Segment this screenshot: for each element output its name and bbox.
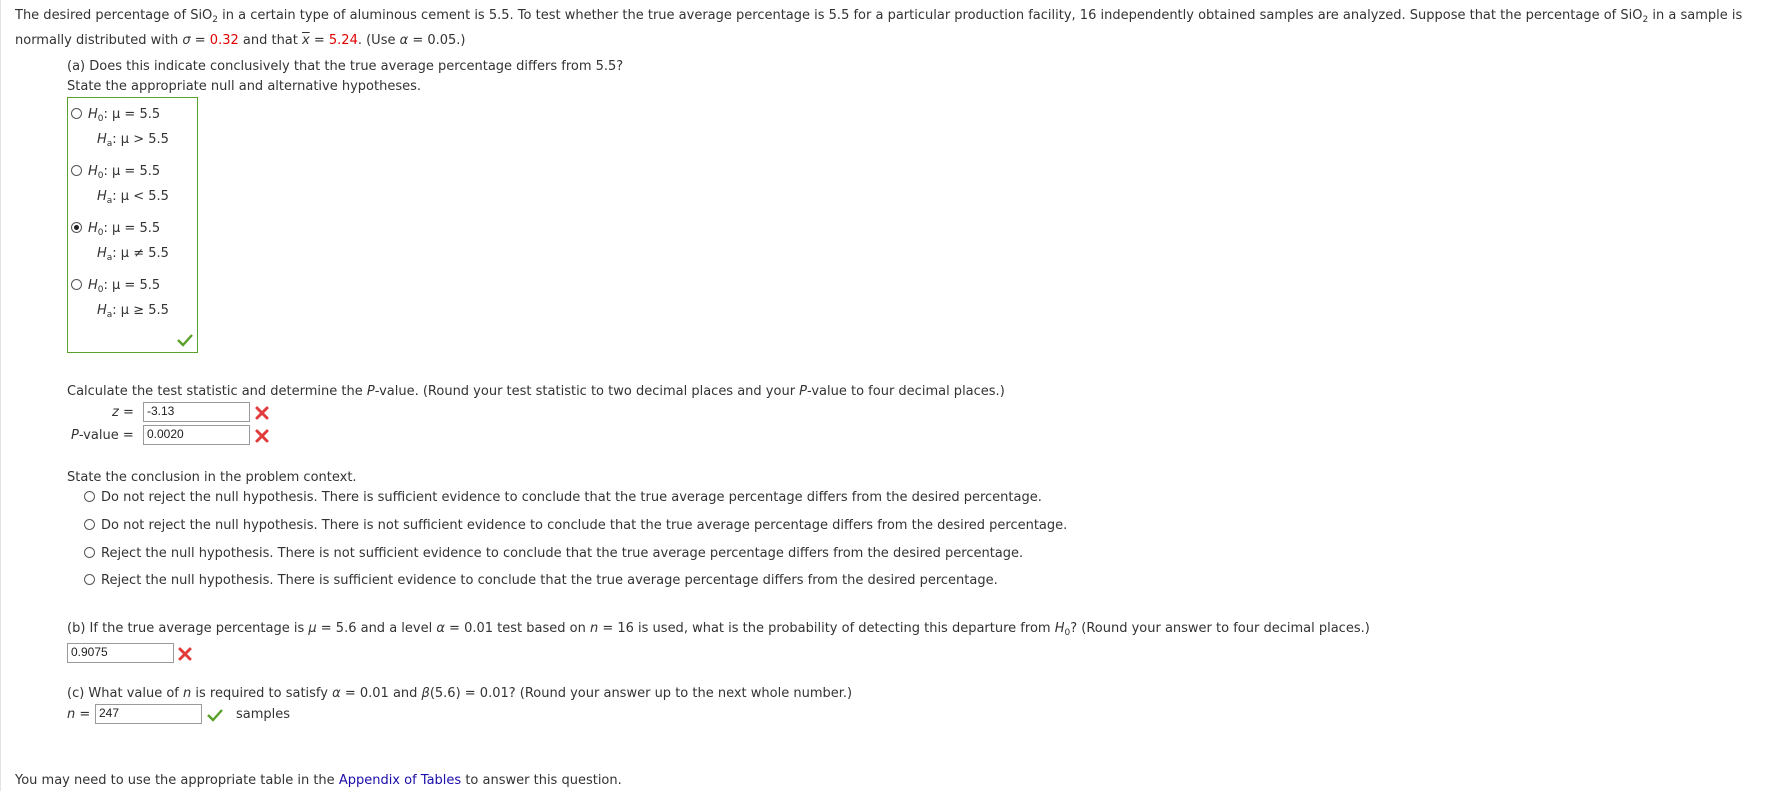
ha-label: H xyxy=(97,189,107,204)
beta-symbol: β xyxy=(421,686,430,701)
z-input[interactable]: -3.13 xyxy=(143,402,250,422)
question-text: (c) What value of xyxy=(67,686,184,701)
h0-relation: : μ = 5.5 xyxy=(103,164,161,179)
subscript: 0 xyxy=(97,285,104,295)
z-symbol: z xyxy=(112,405,119,420)
ha-relation: : μ ≥ 5.5 xyxy=(112,303,169,318)
ha-relation: : μ < 5.5 xyxy=(112,189,169,204)
conclusion-option-1[interactable] xyxy=(84,490,1042,505)
intro-line-1 xyxy=(15,8,1742,23)
intro-text: = 0.05.) xyxy=(408,33,466,48)
question-text: = 5.6 and a level xyxy=(316,621,437,636)
z-label xyxy=(112,405,134,420)
hypothesis-option-4[interactable] xyxy=(71,278,160,293)
xbar-symbol: $\overline{x}$ xyxy=(302,33,310,48)
hypothesis-option-1[interactable] xyxy=(71,107,160,122)
n-symbol: n xyxy=(67,707,76,722)
subscript: a xyxy=(106,253,113,263)
h0-relation: : μ = 5.5 xyxy=(103,221,161,236)
conclusion-option-2[interactable] xyxy=(84,518,1067,533)
footer-note xyxy=(15,773,622,788)
hypothesis-option-4-ha xyxy=(97,303,169,318)
intro-text: and that xyxy=(238,33,303,48)
subscript: 0 xyxy=(1064,628,1071,638)
n-label xyxy=(67,707,90,722)
question-text: = 16 is used, what is the probability of detecting this departure from xyxy=(598,621,1055,636)
equals: = xyxy=(190,33,210,48)
h0-label: H xyxy=(88,107,98,122)
h0-label: H xyxy=(88,221,98,236)
p-symbol: P xyxy=(799,384,808,399)
question-text: = 0.01 and xyxy=(340,686,422,701)
subscript: 2 xyxy=(1642,15,1649,25)
ha-label: H xyxy=(97,303,107,318)
radio-button[interactable] xyxy=(84,574,95,585)
alpha-symbol: α xyxy=(399,33,409,48)
footer-text: You may need to use the appropriate table in the xyxy=(15,773,339,788)
h-symbol: H xyxy=(1054,621,1065,636)
intro-text: in a certain type of aluminous cement is 5.5. To test whether the true average percentage is 5.5 for a particular production facility, 16 independently obtained samples are analyzed. Suppose that the percentage of SiO xyxy=(218,8,1643,23)
part-c-question xyxy=(67,686,852,701)
p-value-label xyxy=(71,428,134,443)
alpha-symbol: α xyxy=(332,686,341,701)
question-text: (5.6) = 0.01? (Round your answer up to the next whole number.) xyxy=(429,686,853,701)
p-symbol: P xyxy=(366,384,375,399)
conclusion-prompt: State the conclusion in the problem context. xyxy=(67,470,357,485)
radio-button[interactable] xyxy=(84,491,95,502)
part-c-input[interactable]: 247 xyxy=(95,704,202,724)
radio-button[interactable] xyxy=(71,279,82,290)
question-text: (b) If the true average percentage is xyxy=(67,621,309,636)
conclusion-text: Reject the null hypothesis. There is sufficient evidence to conclude that the true average percentage differs from the desired percentage. xyxy=(101,573,998,588)
mu-symbol: μ xyxy=(308,621,317,636)
part-b-question xyxy=(67,621,1370,636)
incorrect-x-icon xyxy=(254,405,270,421)
incorrect-x-icon xyxy=(254,428,270,444)
equals: = xyxy=(118,405,134,420)
h0-relation: : μ = 5.5 xyxy=(103,107,161,122)
question-text: is required to satisfy xyxy=(191,686,333,701)
p-value-label-text: -value = xyxy=(78,428,134,443)
conclusion-text: Reject the null hypothesis. There is not sufficient evidence to conclude that the true average percentage differs from the desired percentage. xyxy=(101,546,1024,561)
subscript: 0 xyxy=(97,171,104,181)
hypothesis-option-2[interactable] xyxy=(71,164,160,179)
subscript: 2 xyxy=(212,15,219,25)
conclusion-text: Do not reject the null hypothesis. There is not sufficient evidence to conclude that the true average percentage differs from the desired percentage. xyxy=(101,518,1068,533)
subscript: 0 xyxy=(97,228,104,238)
n-symbol: n xyxy=(589,621,599,636)
subscript: a xyxy=(106,196,113,206)
radio-button[interactable] xyxy=(71,108,82,119)
footer-text: to answer this question. xyxy=(461,773,622,788)
part-b-input[interactable]: 0.9075 xyxy=(67,643,174,663)
ha-relation: : μ > 5.5 xyxy=(112,132,169,147)
ha-label: H xyxy=(97,132,107,147)
xbar-value: 5.24 xyxy=(328,33,358,48)
intro-text: . (Use xyxy=(357,33,400,48)
correct-check-icon xyxy=(176,333,194,347)
h0-label: H xyxy=(88,164,98,179)
question-text: = 0.01 test based on xyxy=(444,621,590,636)
incorrect-x-icon xyxy=(177,646,193,662)
radio-button[interactable] xyxy=(71,165,82,176)
sigma-value: 0.32 xyxy=(209,33,239,48)
instruction-text: -value to four decimal places.) xyxy=(807,384,1005,399)
hypothesis-option-1-ha xyxy=(97,132,169,147)
h0-label: H xyxy=(88,278,98,293)
h0-relation: : μ = 5.5 xyxy=(103,278,161,293)
ha-label: H xyxy=(97,246,107,261)
n-symbol: n xyxy=(183,686,192,701)
part-a-question: (a) Does this indicate conclusively that the true average percentage differs from 5.5? xyxy=(67,59,624,74)
intro-text: in a sample is xyxy=(1648,8,1743,23)
hypothesis-option-3-ha xyxy=(97,246,169,261)
appendix-link[interactable]: Appendix of Tables xyxy=(338,773,462,788)
ha-relation: : μ ≠ 5.5 xyxy=(112,246,169,261)
subscript: a xyxy=(106,310,113,320)
radio-button[interactable] xyxy=(84,519,95,530)
intro-text: normally distributed with xyxy=(15,33,183,48)
equals: = xyxy=(309,33,329,48)
p-symbol: P xyxy=(71,428,79,443)
subscript: 0 xyxy=(97,114,104,124)
hypothesis-option-2-ha xyxy=(97,189,169,204)
p-value-input[interactable]: 0.0020 xyxy=(143,425,250,445)
intro-line-2 xyxy=(15,33,466,48)
radio-button-selected[interactable] xyxy=(71,222,82,233)
intro-text: The desired percentage of SiO xyxy=(15,8,213,23)
conclusion-option-4[interactable] xyxy=(84,573,998,588)
hypothesis-option-3[interactable] xyxy=(71,221,160,236)
equals: = xyxy=(75,707,91,722)
samples-unit: samples xyxy=(236,707,291,722)
correct-check-icon xyxy=(206,708,224,722)
conclusion-option-3[interactable] xyxy=(84,546,1023,561)
question-text: ? (Round your answer to four decimal places.) xyxy=(1070,621,1370,636)
alpha-symbol: α xyxy=(436,621,445,636)
part-a-instruction: State the appropriate null and alternative hypotheses. xyxy=(67,79,421,94)
calc-instruction xyxy=(67,384,1005,399)
radio-button[interactable] xyxy=(84,547,95,558)
sigma-symbol: σ xyxy=(182,33,191,48)
subscript: a xyxy=(106,139,113,149)
instruction-text: Calculate the test statistic and determine the xyxy=(67,384,367,399)
instruction-text: -value. (Round your test statistic to two decimal places and your xyxy=(374,384,800,399)
conclusion-text: Do not reject the null hypothesis. There is sufficient evidence to conclude that the true average percentage differs from the desired percentage. xyxy=(101,490,1042,505)
